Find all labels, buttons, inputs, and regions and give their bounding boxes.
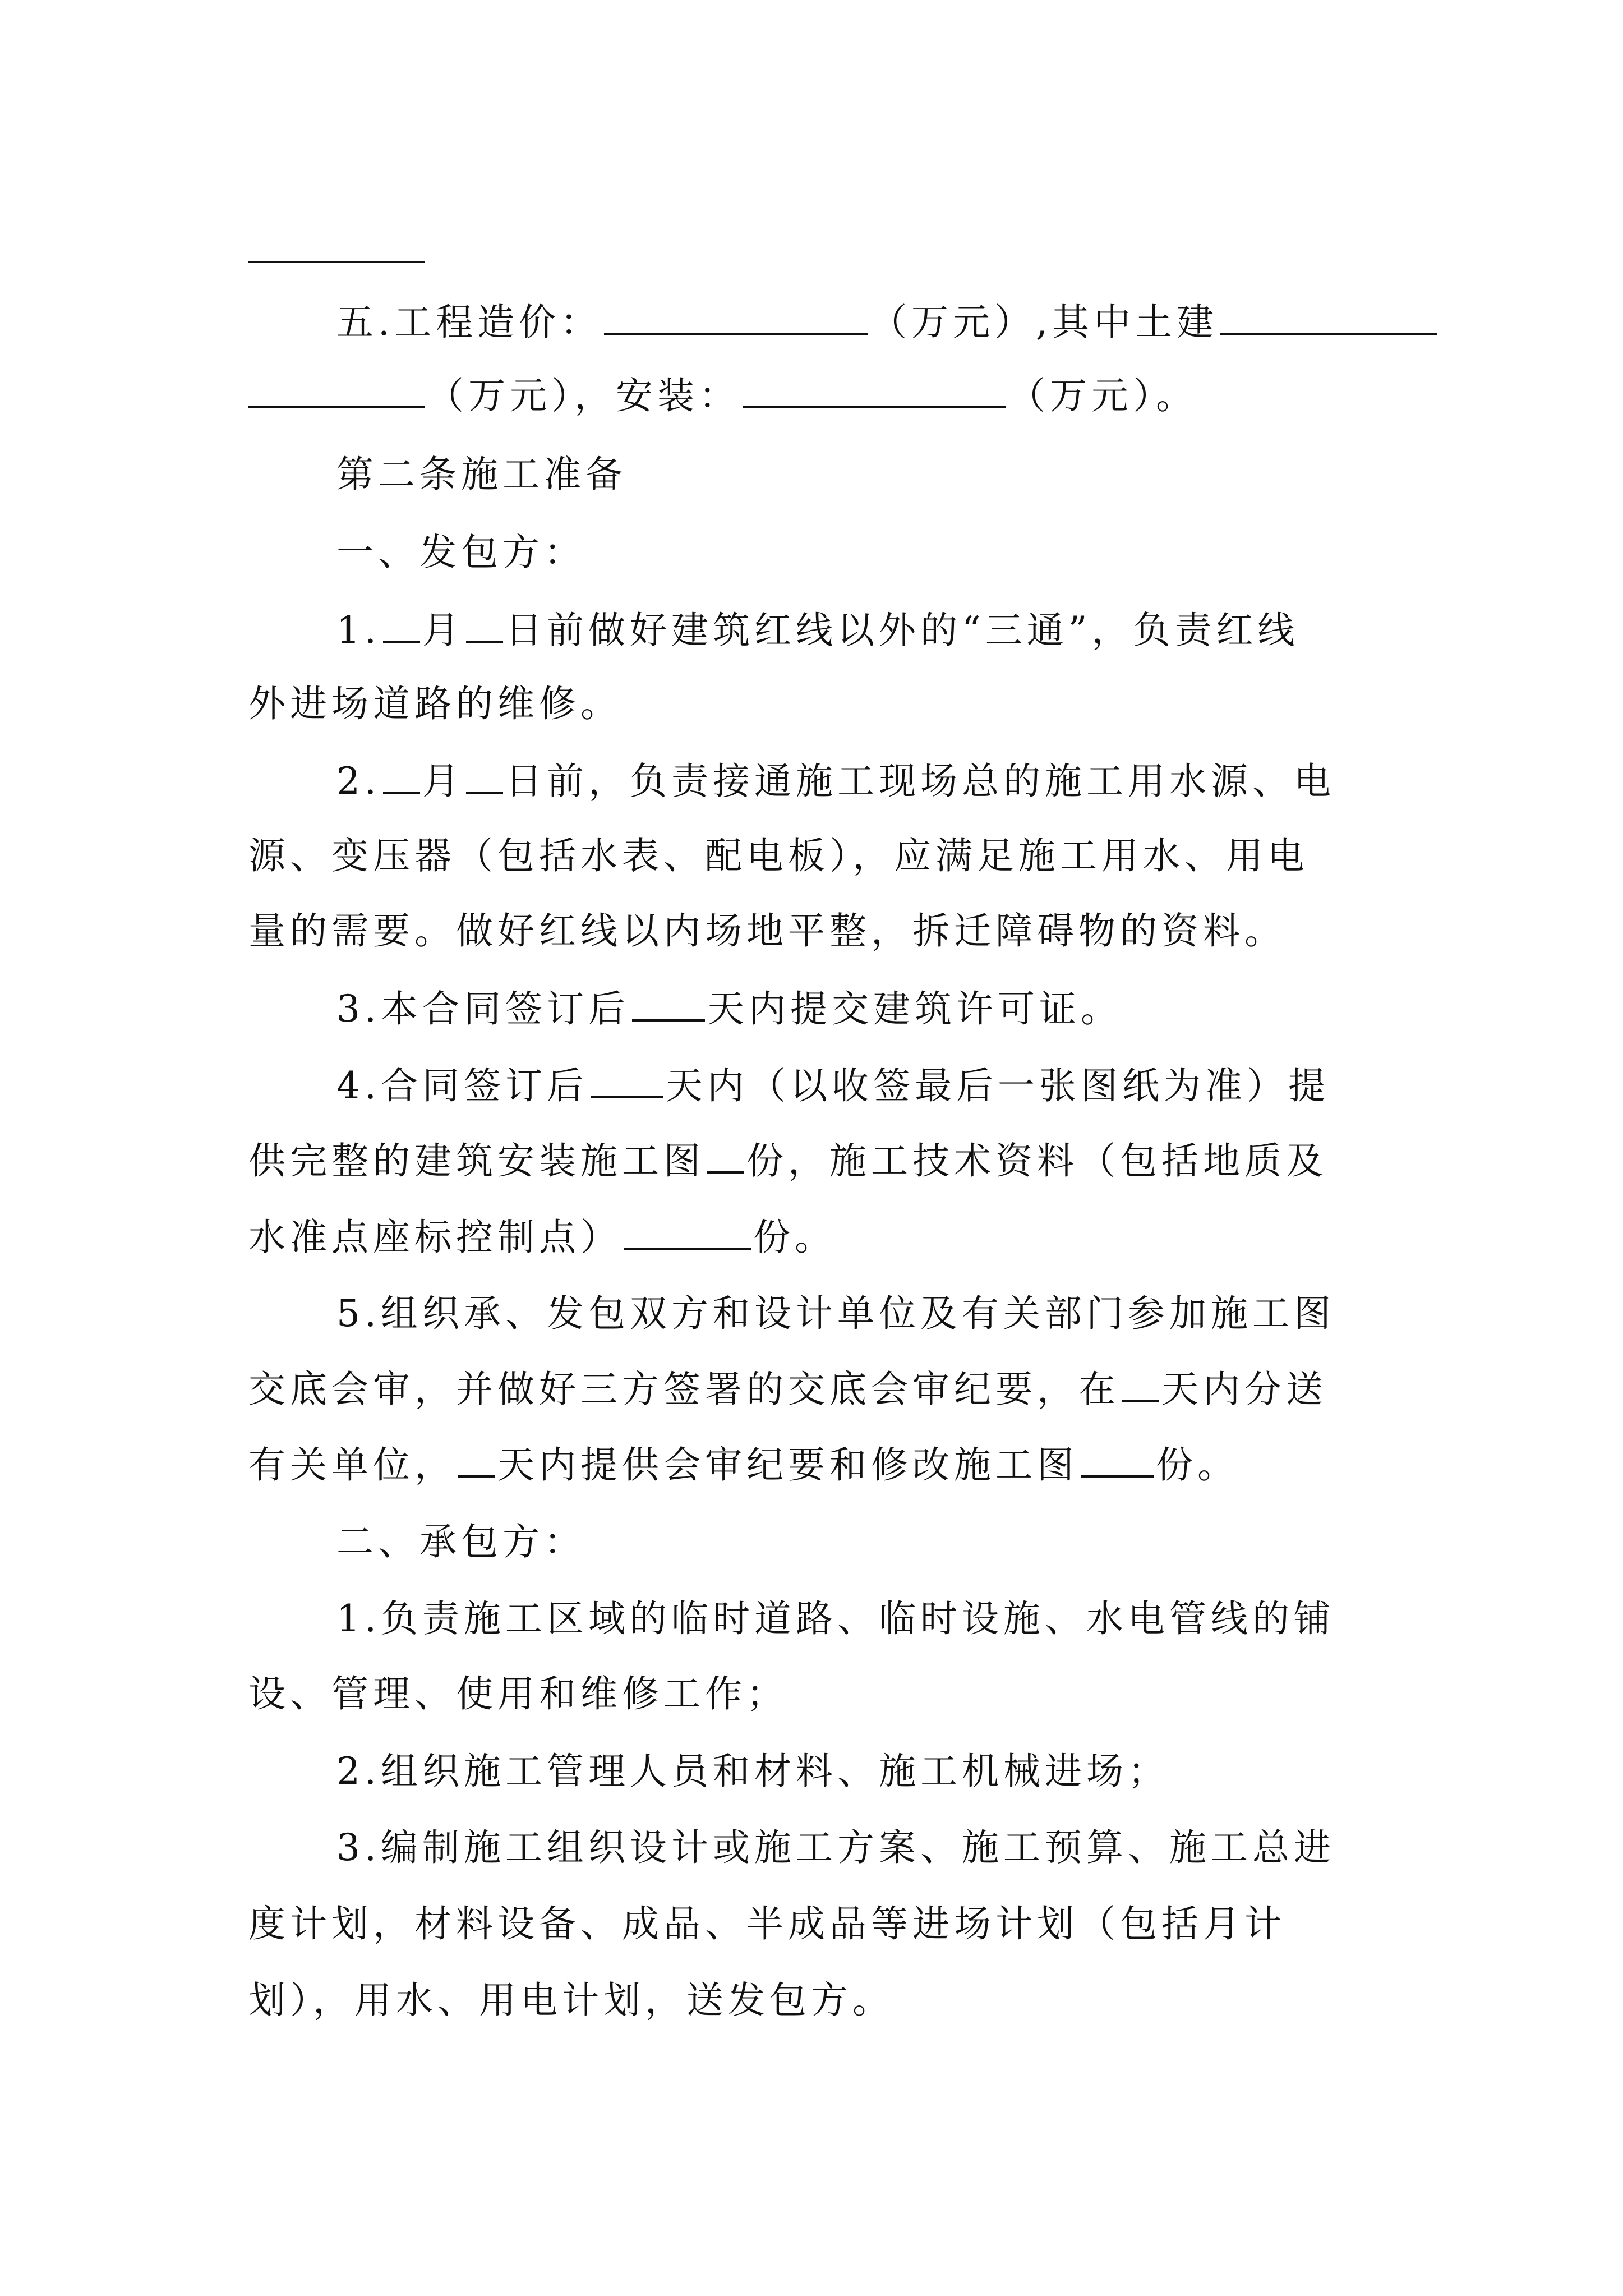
fill-blank[interactable]: [604, 292, 868, 335]
item-contractor-3-cont: 度计划，材料设备、成品、半成品等进场计划（包括月计: [248, 1902, 1286, 1945]
fill-blank[interactable]: [1081, 1435, 1154, 1478]
text-segment: 3.本合同签订后: [336, 987, 630, 1030]
fill-blank[interactable]: [466, 751, 503, 794]
item-employer-2-cont: 源、变压器（包括水表、配电板），应满足施工用水、用电: [248, 834, 1309, 877]
item-employer-4-cont: [248, 1198, 1387, 1277]
text-segment: 有关单位，: [248, 1443, 456, 1487]
text-segment: 月: [422, 609, 464, 652]
item-employer-1: [336, 591, 1387, 670]
item-contractor-1-cont: 设、管理、使用和维修工作；: [248, 1672, 788, 1715]
text-segment: （万元）,其中土建: [869, 301, 1218, 344]
text-segment: 天内分送: [1161, 1368, 1327, 1411]
text-segment: 份，施工技术资料（包括地质及: [746, 1139, 1327, 1182]
text-segment: 水准点座标控制点）: [248, 1216, 622, 1259]
text-segment: 4.合同签订后: [336, 1064, 588, 1107]
fill-blank[interactable]: [383, 751, 420, 794]
fill-blank[interactable]: [1220, 292, 1437, 335]
fill-blank[interactable]: [591, 1056, 663, 1098]
text-segment: 1.: [336, 609, 381, 652]
text-segment: （万元）。: [1008, 374, 1197, 417]
fill-blank[interactable]: [624, 1207, 751, 1250]
item-employer-4: [336, 1047, 1387, 1125]
text-segment: 五.工程造价：: [336, 301, 602, 344]
item-employer-5-cont: [248, 1350, 1387, 1429]
item-employer-1-cont: 外进场道路的维修。: [248, 682, 622, 725]
item-employer-2: [336, 742, 1387, 821]
text-segment: 日前，负责接通施工现场总的施工用水源、电: [505, 760, 1335, 803]
item-employer-3: [336, 970, 1387, 1048]
fill-blank[interactable]: [707, 1131, 744, 1174]
subheading-contractor: 二、承包方：: [336, 1520, 585, 1563]
item-employer-4-cont: [248, 1122, 1387, 1200]
fill-blank[interactable]: [632, 979, 705, 1022]
item-contractor-3-cont: 划），用水、用电计划，送发包方。: [248, 1978, 894, 2022]
section-heading-preparation: 第二条施工准备: [336, 453, 627, 496]
paragraph-project-cost-cont: [248, 357, 1387, 435]
text-segment: 交底会审，并做好三方签署的交底会审纪要，在: [248, 1368, 1120, 1411]
paragraph-project-cost: [336, 283, 1387, 362]
item-contractor-1: 1.负责施工区域的临时道路、临时设施、水电管线的铺: [336, 1597, 1335, 1640]
item-employer-2-cont: 量的需要。做好红线以内场地平整，拆迁障碍物的资料。: [248, 909, 1286, 953]
fill-blank[interactable]: [466, 600, 503, 643]
text-segment: 日前做好建筑红线以外的“三通”，负责红线: [505, 609, 1299, 652]
item-employer-5: 5.组织承、发包双方和设计单位及有关部门参加施工图: [336, 1292, 1335, 1335]
text-segment: 天内（以收签最后一张图纸为准）提: [665, 1064, 1330, 1107]
fill-blank[interactable]: [743, 366, 1006, 408]
text-segment: 份。: [753, 1216, 836, 1259]
item-employer-5-cont: [248, 1426, 1387, 1504]
text-segment: 天内提供会审纪要和修改施工图: [497, 1443, 1078, 1487]
text-segment: 份。: [1156, 1443, 1239, 1487]
item-contractor-2: 2.组织施工管理人员和材料、施工机械进场；: [336, 1750, 1169, 1793]
blank-line-continuation: [248, 261, 425, 263]
text-segment: 供完整的建筑安装施工图: [248, 1139, 705, 1182]
item-contractor-3: 3.编制施工组织设计或施工方案、施工预算、施工总进: [336, 1826, 1335, 1869]
fill-blank[interactable]: [248, 366, 425, 408]
text-segment: 月: [422, 760, 464, 803]
text-segment: （万元），安装：: [427, 374, 740, 417]
fill-blank[interactable]: [383, 600, 420, 643]
text-segment: 天内提交建筑许可证。: [707, 987, 1122, 1030]
text-segment: 2.: [336, 760, 381, 803]
subheading-employer: 一、发包方：: [336, 531, 585, 574]
fill-blank[interactable]: [1122, 1359, 1159, 1402]
fill-blank[interactable]: [458, 1435, 495, 1478]
